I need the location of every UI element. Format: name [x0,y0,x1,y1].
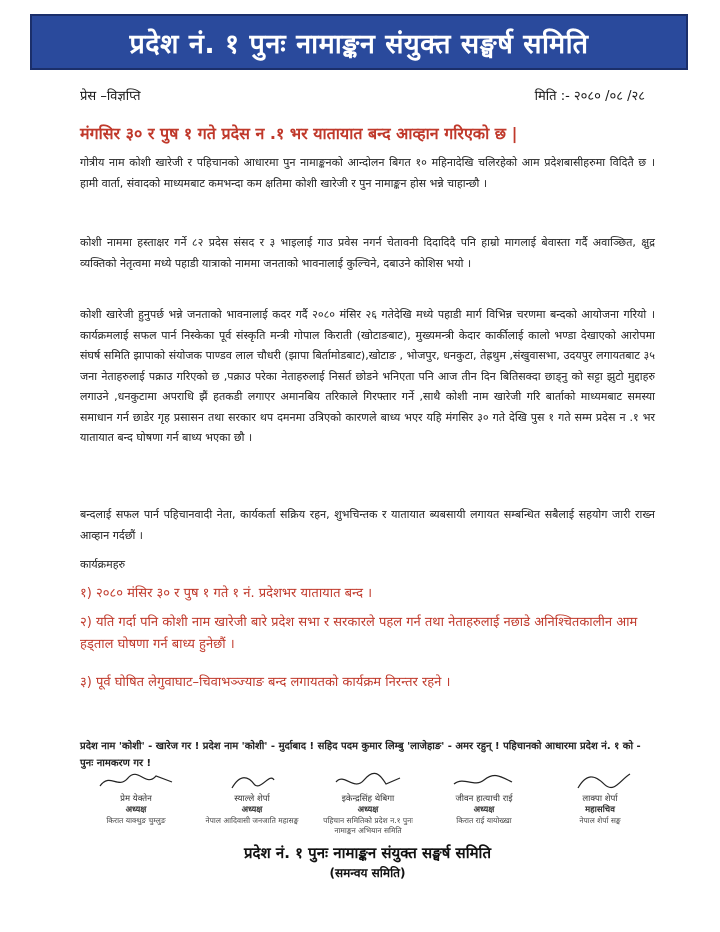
signatory-2-name: स्याल्ले शेर्पा [234,794,270,804]
program-item-1: १) २०८० मंसिर ३० र पुष १ गते १ नं. प्रदेशभर यातायात बन्द । [80,586,373,601]
signature-5-icon [560,770,640,792]
paragraph-2: कोशी नाममा हस्ताक्षर गर्ने ८२ प्रदेस संसद र ३ भाइलाई गाउ प्रवेस नगर्न चेतावनी दिदादिदै पनि हाम्रो मागलाई बेवास्ता गर्दै अवाञ्छित, क्षुद्र व्यक्तिको नेतृत्वमा मध्ये पहाडी यात्राको नाममा जनताको भावनालाई कुल्चिने, दबाउने कोशिस भयो । [80,236,655,270]
program-item-2: २) यति गर्दा पनि कोशी नाम खारेजी बारे प्रदेश सभा र सरकारले पहल गर्न तथा नेताहरुलाई नछाडे अनिश्चितकालीन आम हड्ताल घोषणा गर्न बाध्य हुनेछौं । [80,615,638,652]
press-release-label: प्रेस –विज्ञप्ति [80,89,141,104]
signatory-2-role: अध्यक्ष [241,805,263,815]
signatory-1 [80,770,192,826]
footer-subtitle: (समन्वय समिति) [329,866,406,880]
signatory-1-org: किरात याक्थुङ चुम्लुङ [106,816,166,825]
paragraph-4: बन्दलाई सफल पार्न पहिचानवादी नेता, कार्यकर्ता सक्रिय रहन, शुभचिन्तक र यातायात ब्यबसायी लगायत सम्बन्धित सबैलाई सहयोग जारी राख्न आव्हान गर्दछौं । [80,508,655,542]
paragraph-3: कोशी खारेजी हुनुपर्छ भन्ने जनताको भावनालाई कदर गर्दै २०८० मंसिर २६ गतेदेखि मध्ये पहाडी मार्ग विभिन्न चरणमा बन्दको आयोजना गरियो । कार्यक्रमलाई सफल पार्न निस्केका पूर्व संस्कृति मन्त्री गोपाल किराती (खोटाङबाट), मुख्यमन्त्री केदार कार्कीलाई कालो भण्डा देखाएको आरोपमा संघर्ष समिति झापाको संयोजक पाण्डव लाल चौधरी (झापा बिर्तामोडबाट),खोटाङ , भोजपुर, धनकुटा, तेह्रथुम ,संखुवासभा, उदयपुर लगायतबाट ३५ जना नेताहरुलाई पक्राउ गरिएको छ ,पक्राउ परेका नेताहरुलाई निसर्त छोडने भनिएता पनि आज तीन दिन बितिसक्दा छाड्नु को सट्टा झुटो मुद्दाहरु लगाउने ,धनकुटामा अपराधि झैं हतकडी लगाएर अमानबिय तरिकाले गिरफ्तार गर्ने ,साथै कोशी नाम खारेजी गरि बार्ताको माध्यमबाट समस्या समाधान गर्न छाडेर गृह प्रसासन तथा सरकार थप दमनमा उत्रिएको कारणले बाध्य भएर यहि मंगसिर ३० गते देखि पुस १ गते सम्म प्रदेस न .१ भर यातायात बन्द घोषणा गर्न बाध्य भएका छौ । [80,308,655,444]
slogan: प्रदेश नाम 'कोशी' - खारेज गर ! प्रदेश नाम 'कोशी' - मुर्दाबाद ! सहिद पदम कुमार लिम्बु 'लाजेहाङ' - अमर रहुन् ! पहिचानको आधारमा प्रदेश नं. १ को - पुनः नामकरण गर ! [80,741,641,769]
program-item-3: ३) पूर्व घोषित लेगुवाघाट–चिवाभञ्ज्याङ बन्द लगायतको कार्यक्रम निरन्तर रहने । [80,675,451,690]
signatory-3-role: अध्यक्ष [357,805,379,815]
signatory-1-name: प्रेम येक्तेन [120,794,152,804]
signatory-4-role: अध्यक्ष [473,805,495,815]
header-title: प्रदेश नं. १ पुनः नामाङ्कन संयुक्त सङ्घर्ष समिति [129,28,589,60]
signatory-4-name: जीवन हात्याची राई [455,794,513,804]
signature-2-icon [212,770,292,792]
release-date: मिति :- २०८० /०८ /२८ [534,89,645,104]
signatory-3-name: इकेन्द्रसिंह थेबिगा [341,794,395,804]
signatory-3 [312,770,424,836]
meta-row [80,86,645,110]
header-banner [30,14,688,70]
signature-1-icon [96,770,176,792]
signatory-4 [428,770,540,826]
signatory-5 [544,770,656,826]
signatory-2 [196,770,308,826]
signatory-3-org: पहिचान समितिको प्रदेश न.१ पुनः नामाङ्कन अभियान समिति [323,816,413,835]
program-heading: कार्यक्रमहरु [80,558,126,571]
signatory-4-org: किरात राई यायोख्खा [456,816,512,825]
signature-3-icon [328,770,408,792]
signatory-5-org: नेपाल शेर्पा सङ्घ [579,816,621,825]
paragraph-1: गोत्रीय नाम कोशी खारेजी र पहिचानको आधारमा पुन नामाङ्कनको आन्दोलन बिगत १० महिनादेखि चलिरहेको आम प्रदेशबासीहरुमा विदितै छ । हामी वार्ता, संवादको माध्यमबाट कमभन्दा कम क्षतिमा कोशी खारेजी र पुन नामाङ्कन होस भन्ने चाहान्छौ । [80,156,655,190]
signatory-2-org: नेपाल आदिवासी जनजाति महासङ्घ [205,816,299,825]
signatory-5-role: महासचिव [585,805,615,815]
signatory-5-name: लाक्पा शेर्पा [582,794,618,804]
footer-title: प्रदेश नं. १ पुनः नामाङ्कन संयुक्त सङ्घर्ष समिति [243,844,491,862]
signatory-1-role: अध्यक्ष [125,805,147,815]
signature-4-icon [444,770,524,792]
signatures-area [80,770,660,850]
headline: मंगसिर ३० र पुष १ गते प्रदेस न .१ भर यातायात बन्द आव्हान गरिएको छ | [80,124,518,143]
